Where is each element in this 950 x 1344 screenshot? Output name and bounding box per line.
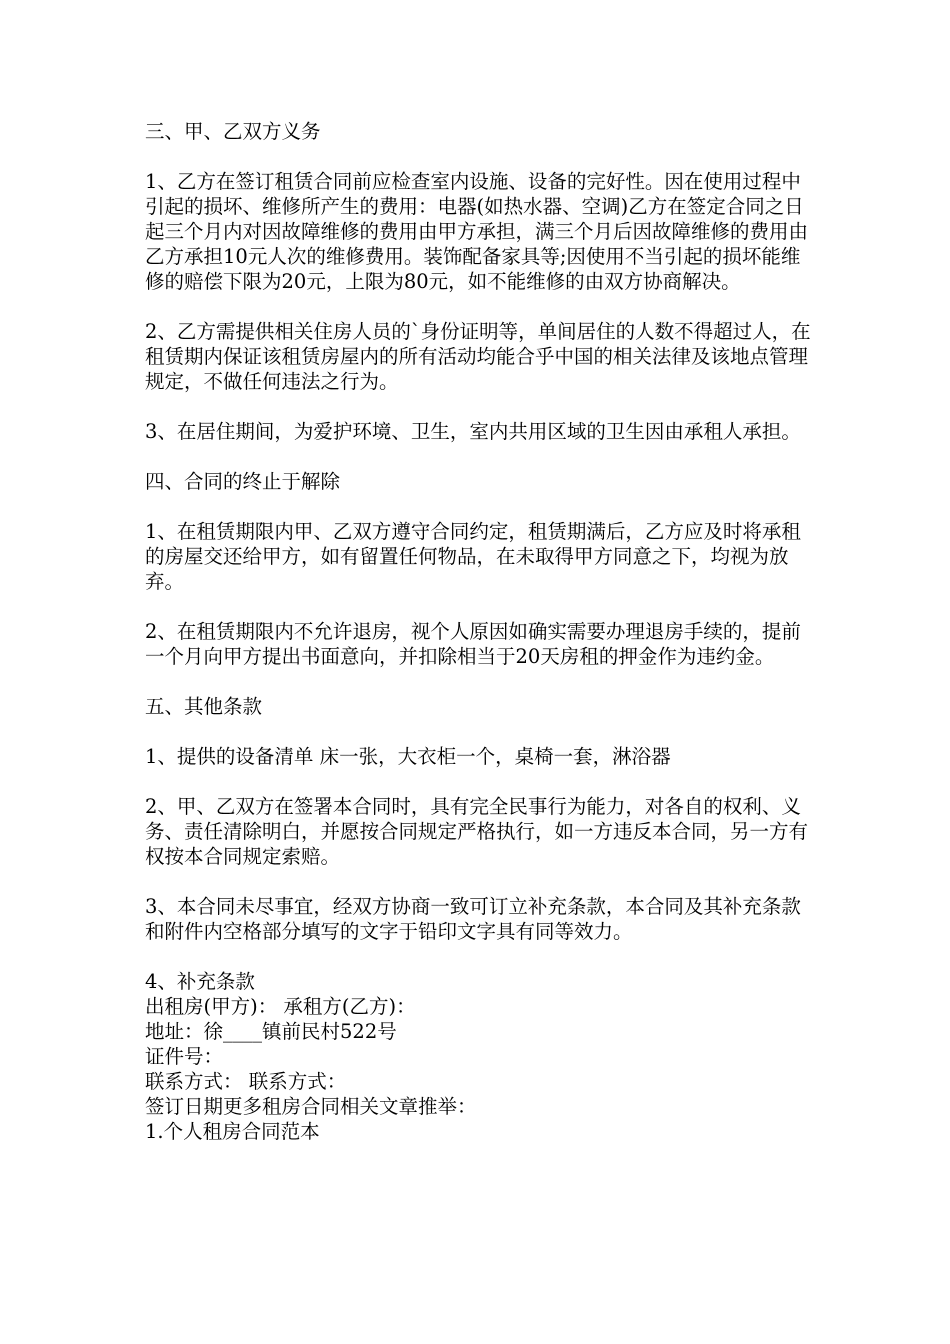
clause-text: 1、在租赁期限内甲、乙双方遵守合同约定，租赁期满后，乙方应及时将承租的房屋交还给甲方，如有留置任何物品，在未取得甲方同意之下，均视为放弃。: [145, 520, 801, 593]
document-body: [145, 119, 813, 1144]
contact-line: 联系方式： 联系方式：: [145, 1070, 347, 1093]
signature-block: [145, 969, 813, 1144]
id-number-line: 证件号：: [145, 1045, 224, 1068]
clause-text: 1、乙方在签订租赁合同前应检查室内设施、设备的完好性。因在使用过程中引起的损坏、维修所产生的费用：电器(如热水器、空调)乙方在签定合同之日起三个月内对因故障维修的费用由甲方承担，满三个月后因故障维修的费用由乙方承担10元人次的维修费用。装饰配备家具等;因使用不当引起的损坏能维修的赔偿下限为20元，上限为80元，如不能维修的由双方协商解决。: [145, 170, 809, 293]
clause-text: 2、甲、乙双方在签署本合同时，具有完全民事行为能力，对各自的权利、义务、责任清除明白，并愿按合同规定严格执行，如一方违反本合同，另一方有权按本合同规定索赔。: [145, 795, 809, 868]
section-heading-other-terms: 五、其他条款: [145, 695, 263, 718]
clause-text: 1、提供的设备清单 床一张，大衣柜一个，桌椅一套，淋浴器: [145, 745, 671, 768]
clause-text: 3、本合同未尽事宜，经双方协商一致可订立补充条款，本合同及其补充条款和附件内空格部分填写的文字于铅印文字具有同等效力。: [145, 895, 801, 943]
supplementary-clause-heading: 4、补充条款: [145, 970, 255, 993]
clause-text: 2、乙方需提供相关住房人员的`身份证明等，单间居住的人数不得超过人，在租赁期内保证该租赁房屋内的所有活动均能合乎中国的相关法律及该地点管理规定，不做任何违法之行为。: [145, 320, 811, 393]
address-line: 地址：徐____镇前民村522号: [145, 1020, 397, 1043]
clause-text: 2、在租赁期限内不允许退房，视个人原因如确实需要办理退房手续的，提前一个月向甲方提出书面意向，并扣除相当于20天房租的押金作为违约金。: [145, 620, 801, 668]
related-article-link[interactable]: 1.个人租房合同范本: [145, 1120, 320, 1143]
sign-date-line: 签订日期更多租房合同相关文章推举：: [145, 1095, 477, 1118]
parties-line: 出租房(甲方)： 承租方(乙方)：: [145, 995, 416, 1018]
section-heading-termination: 四、合同的终止于解除: [145, 470, 341, 493]
clause-text: 3、在居住期间，为爱护环境、卫生，室内共用区域的卫生因由承租人承担。: [145, 420, 801, 443]
section-heading-obligations: 三、甲、乙双方义务: [145, 120, 321, 143]
